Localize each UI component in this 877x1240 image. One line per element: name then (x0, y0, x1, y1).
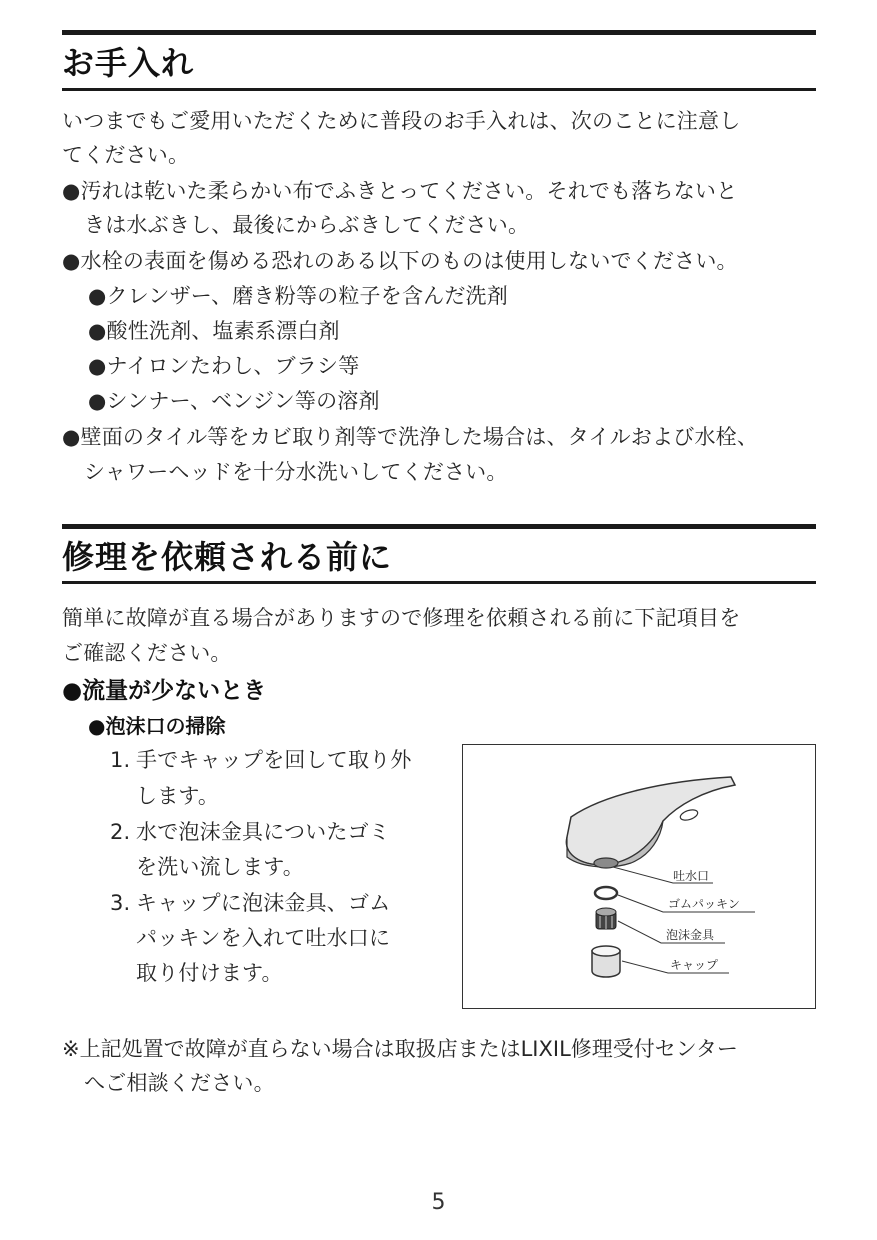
label-aerator: 泡沫金具 (666, 928, 715, 942)
section2-title: 修理を依頼される前に (62, 538, 393, 576)
step-3-line1: キャップに泡沫金具、ゴム (136, 891, 391, 915)
step-1-line2: します。 (136, 784, 220, 808)
step-1-line1: 手でキャップを回して取り外 (136, 748, 412, 772)
step-2-line2: を洗い流します。 (136, 855, 304, 879)
step-1-number: 1. (110, 748, 131, 772)
section1-subitem-3: ●ナイロンたわし、ブラシ等 (88, 354, 360, 378)
label-spout: 吐水口 (673, 869, 710, 883)
section1-bullet1-line1: ●汚れは乾いた柔らかい布でふきとってください。それでも落ちないと (62, 179, 738, 203)
label-cap: キャップ (670, 958, 719, 972)
low-flow-heading: ●流量が少ないとき (62, 678, 267, 704)
section1-bullet3-line2: シャワーヘッドを十分水洗いしてください。 (84, 460, 508, 484)
section1-bullet2: ●水栓の表面を傷める恐れのある以下のものは使用しないでください。 (62, 249, 738, 273)
aerator-cleaning-subheading: ●泡沫口の掃除 (88, 714, 226, 738)
note-line2: へご相談ください。 (84, 1071, 275, 1095)
section1-subitem-4: ●シンナー、ベンジン等の溶剤 (88, 389, 380, 413)
section1-title: お手入れ (62, 44, 195, 82)
page-number: 5 (431, 1190, 446, 1215)
step-2-number: 2. (110, 820, 131, 844)
section1-top-rule (62, 30, 816, 35)
aerator-diagram-illustration (463, 745, 814, 1007)
aerator-diagram (462, 744, 816, 1009)
section1-bullet1-line2: きは水ぶきし、最後にからぶきしてください。 (84, 213, 530, 237)
section2-intro-line2: ご確認ください。 (62, 641, 232, 665)
section1-intro-line2: てください。 (62, 143, 190, 167)
section2-top-rule (62, 524, 816, 529)
step-3-line3: 取り付けます。 (136, 961, 283, 985)
section1-subitem-1: ●クレンザー、磨き粉等の粒子を含んだ洗剤 (88, 284, 508, 308)
section2-intro-line1: 簡単に故障が直る場合がありますので修理を依頼される前に下記項目を (62, 606, 741, 630)
section1-subitem-2: ●酸性洗剤、塩素系漂白剤 (88, 319, 340, 343)
section1-bottom-rule (62, 88, 816, 91)
section1-intro-line1: いつまでもご愛用いただくために普段のお手入れは、次のことに注意し (62, 109, 741, 133)
section2-bottom-rule (62, 581, 816, 584)
section1-bullet3-line1: ●壁面のタイル等をカビ取り剤等で洗浄した場合は、タイルおよび水栓、 (62, 425, 759, 449)
step-3-line2: パッキンを入れて吐水口に (136, 926, 391, 950)
step-3-number: 3. (110, 891, 131, 915)
note-line1: ※上記処置で故障が直らない場合は取扱店またはLIXIL修理受付センター (62, 1037, 738, 1061)
label-rubber-packing: ゴムパッキン (668, 897, 740, 911)
step-2-line1: 水で泡沫金具についたゴミ (136, 820, 390, 844)
